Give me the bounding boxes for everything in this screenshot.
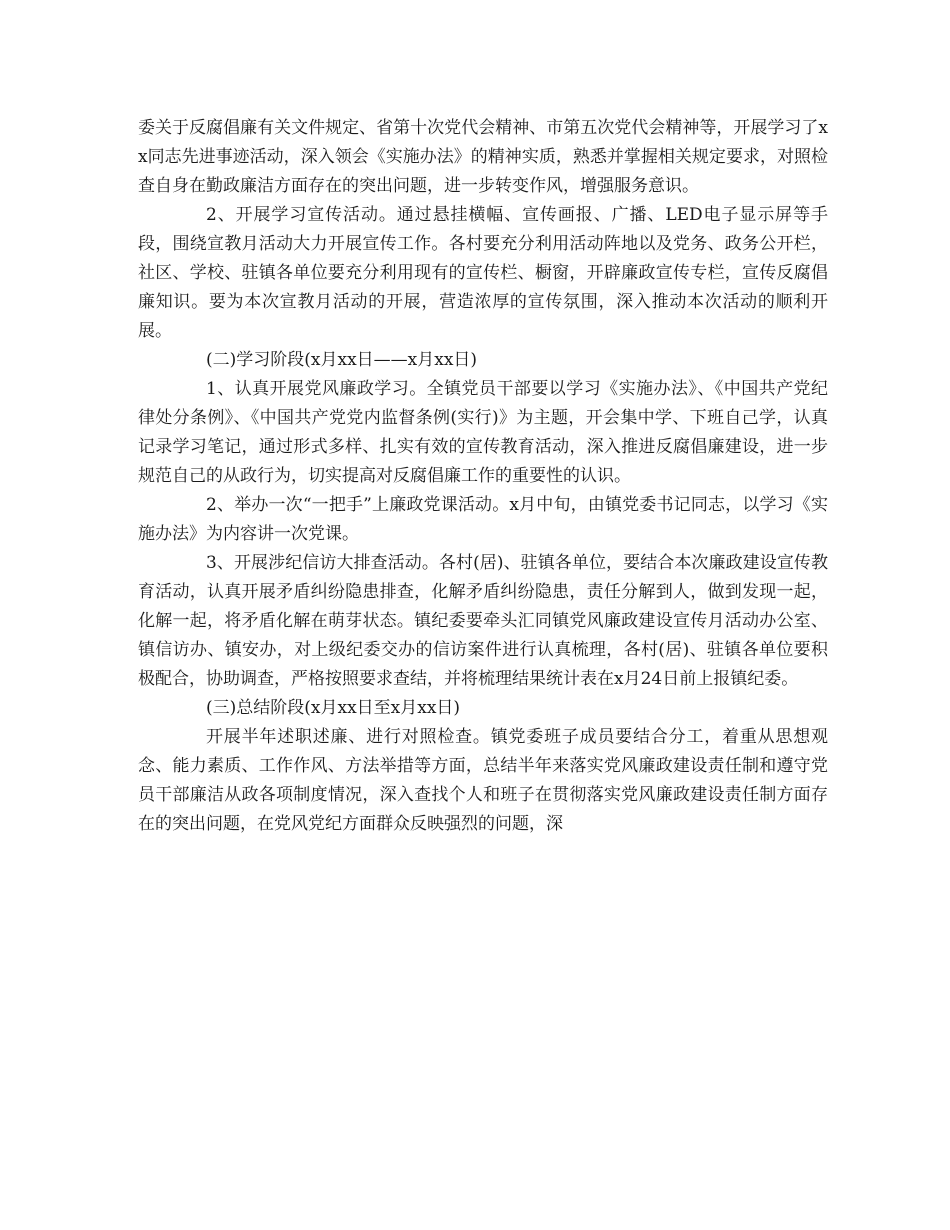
document-body <box>138 114 828 839</box>
paragraph-publicity-activity: 2、开展学习宣传活动。通过悬挂横幅、宣传画报、广播、LED电子显示屏等手段，围绕宣教月活动大力开展宣传工作。各村要充分利用活动阵地以及党务、政务公开栏，社区、学校、驻镇各单位要充分利用现有的宣传栏、橱窗，开辟廉政宣传专栏，宣传反腐倡廉知识。要为本次宣教月活动的开展，营造浓厚的宣传氛围，深入推动本次活动的顺利开展。 <box>138 205 828 341</box>
paragraph-half-year-review: 开展半年述职述廉、进行对照检查。镇党委班子成员要结合分工，着重从思想观念、能力素质、工作作风、方法举措等方面，总结半年来落实党风廉政建设责任制和遵守党员干部廉洁从政各项制度情况，深入查找个人和班子在贯彻落实党风廉政建设责任制方面存在的突出问题，在党风党纪方面群众反映强烈的问题，深 <box>138 727 828 834</box>
section-heading-study-phase: (二)学习阶段(x月xx日——x月xx日) <box>206 350 478 370</box>
paragraph-integrity-study: 1、认真开展党风廉政学习。全镇党员干部要以学习《实施办法》、《中国共产党纪律处分条例》、《中国共产党党内监督条例(实行)》为主题，开会集中学、下班自己学，认真记录学习笔记，通过形式多样、扎实有效的宣传教育活动，深入推进反腐倡廉建设，进一步规范自己的从政行为，切实提高对反腐倡廉工作的重要性的认识。 <box>138 379 828 486</box>
section-heading-summary-phase: (三)总结阶段(x月xx日至x月xx日) <box>206 698 461 718</box>
paragraph-continuation: 委关于反腐倡廉有关文件规定、省第十次党代会精神、市第五次党代会精神等，开展学习了xx同志先进事迹活动，深入领会《实施办法》的精神实质，熟悉并掌握相关规定要求，对照检查自身在勤政廉洁方面存在的突出问题，进一步转变作风，增强服务意识。 <box>138 118 828 196</box>
paragraph-party-lecture: 2、举办一次“一把手”上廉政党课活动。x月中旬，由镇党委书记同志，以学习《实施办法》为内容讲一次党课。 <box>138 495 828 544</box>
paragraph-petition-check: 3、开展涉纪信访大排查活动。各村(居)、驻镇各单位，要结合本次廉政建设宣传教育活动，认真开展矛盾纠纷隐患排查，化解矛盾纠纷隐患，责任分解到人，做到发现一起，化解一起，将矛盾化解在萌芽状态。镇纪委要牵头汇同镇党风廉政建设宣传月活动办公室、镇信访办、镇安办，对上级纪委交办的信访案件进行认真梳理，各村(居)、驻镇各单位要积极配合，协助调查，严格按照要求查结，并将梳理结果统计表在x月24日前上报镇纪委。 <box>138 553 828 689</box>
